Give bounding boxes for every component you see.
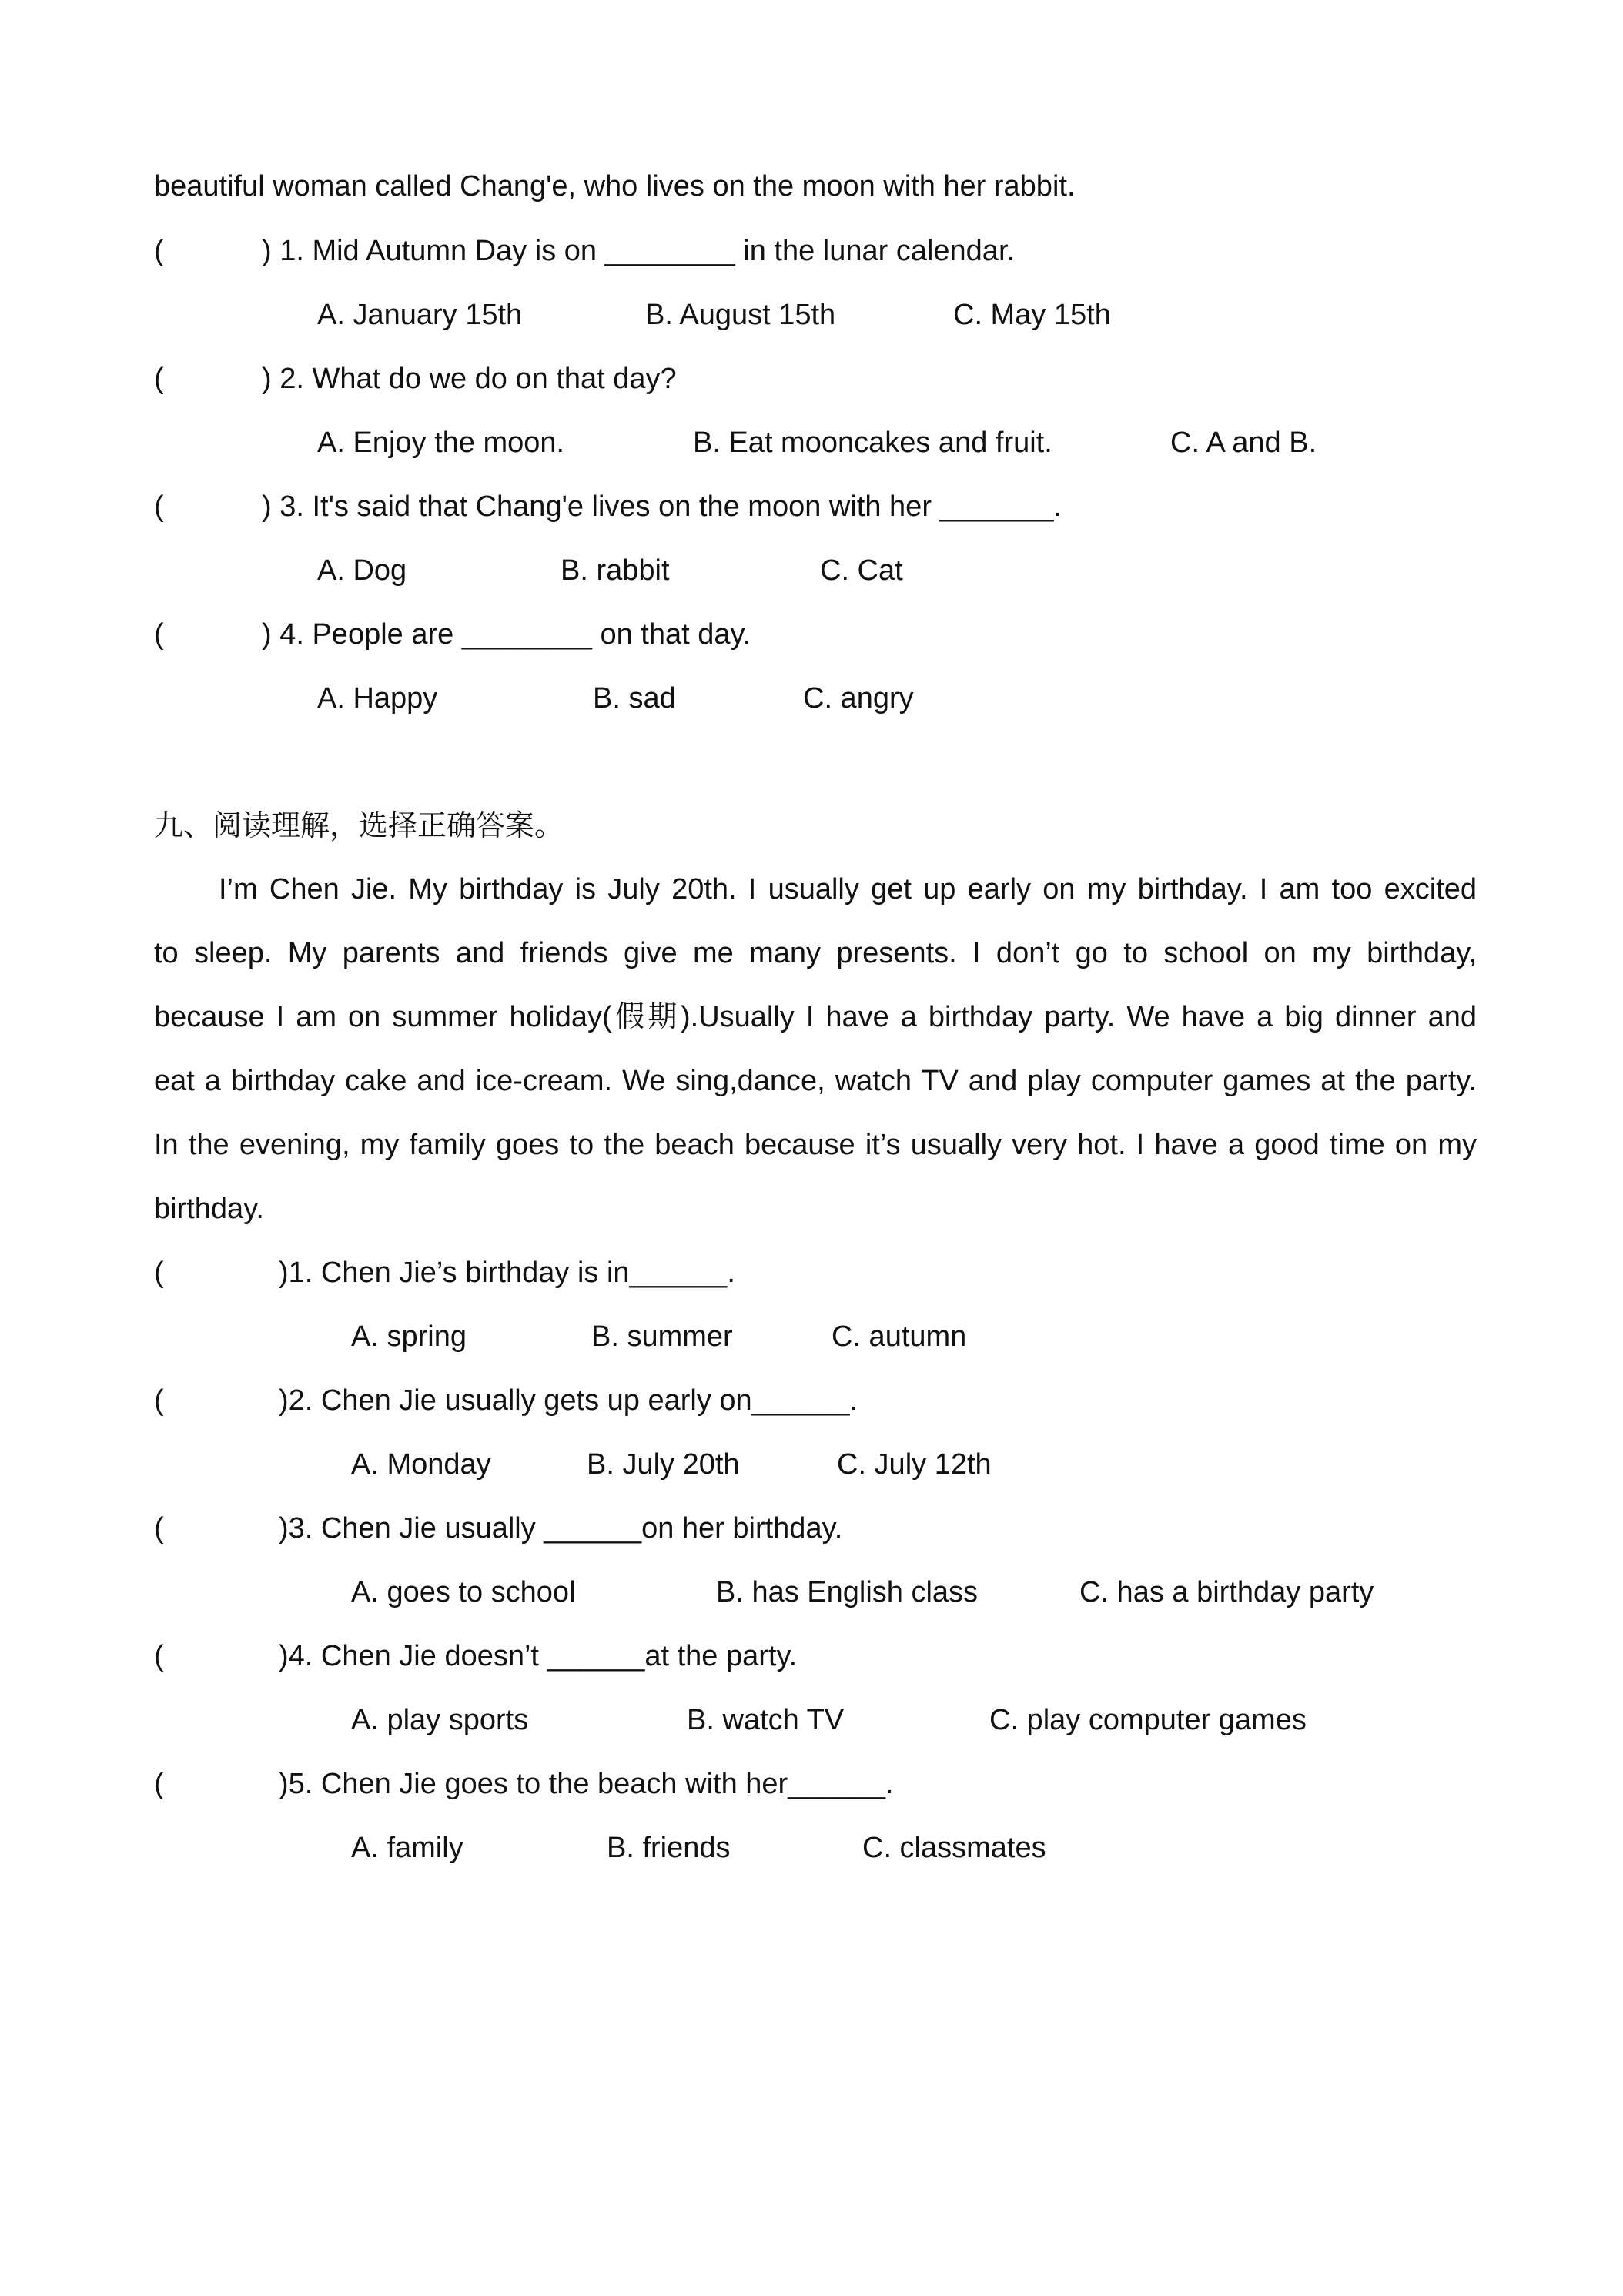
question-text: ) 3. It's said that Chang'e lives on the moon with her _______. (262, 490, 1062, 523)
option-b[interactable]: B. August 15th (645, 299, 836, 331)
answer-blank-paren[interactable]: ( (154, 1512, 164, 1545)
option-a[interactable]: A. family (351, 1832, 463, 1864)
option-a[interactable]: A. Happy (317, 682, 438, 715)
answer-blank-paren[interactable]: ( (154, 1768, 164, 1800)
option-a[interactable]: A. Dog (317, 554, 407, 587)
question-text: ) 4. People are ________ on that day. (262, 618, 751, 651)
option-a[interactable]: A. Enjoy the moon. (317, 427, 565, 459)
option-b[interactable]: B. July 20th (587, 1448, 740, 1481)
option-a[interactable]: A. goes to school (351, 1576, 576, 1608)
question-text: ) 1. Mid Autumn Day is on ________ in the lunar calendar. (262, 235, 1016, 267)
passage-line: eat a birthday cake and ice-cream. We sing,dance, watch TV and play computer games at the party. (154, 1065, 1477, 1097)
answer-blank-paren[interactable]: ( (154, 490, 164, 523)
option-b[interactable]: B. Eat mooncakes and fruit. (693, 427, 1052, 459)
answer-blank-paren[interactable]: ( (154, 235, 164, 267)
option-c[interactable]: C. A and B. (1170, 427, 1317, 459)
option-c[interactable]: C. has a birthday party (1079, 1576, 1374, 1608)
option-c[interactable]: C. autumn (832, 1320, 967, 1353)
question-text: )2. Chen Jie usually gets up early on______. (279, 1384, 858, 1417)
question-text: )4. Chen Jie doesn’t ______at the party. (279, 1640, 798, 1672)
option-c[interactable]: C. classmates (862, 1832, 1046, 1864)
question-text: )5. Chen Jie goes to the beach with her______. (279, 1768, 894, 1800)
section-9-heading: 九、阅读理解，选择正确答案。 (154, 808, 564, 842)
option-a[interactable]: A. spring (351, 1320, 467, 1353)
option-b[interactable]: B. sad (593, 682, 676, 715)
passage-line: In the evening, my family goes to the beach because it’s usually very hot. I have a good time on my (154, 1129, 1477, 1161)
option-b[interactable]: B. rabbit (561, 554, 670, 587)
option-c[interactable]: C. May 15th (953, 299, 1111, 331)
passage-line: I’m Chen Jie. My birthday is July 20th. I usually get up early on my birthday. I am too excited (219, 873, 1477, 905)
option-b[interactable]: B. has English class (716, 1576, 979, 1608)
passage-line: birthday. (154, 1193, 264, 1225)
answer-blank-paren[interactable]: ( (154, 1257, 164, 1289)
answer-blank-paren[interactable]: ( (154, 1640, 164, 1672)
option-b[interactable]: B. friends (607, 1832, 731, 1864)
option-a[interactable]: A. play sports (351, 1704, 529, 1736)
option-b[interactable]: B. watch TV (687, 1704, 845, 1736)
option-a[interactable]: A. January 15th (317, 299, 523, 331)
option-a[interactable]: A. Monday (351, 1448, 491, 1481)
passage-line: because I am on summer holiday(假期).Usually I have a birthday party. We have a big dinner and (154, 1001, 1477, 1033)
question-text: )3. Chen Jie usually ______on her birthday. (279, 1512, 843, 1545)
answer-blank-paren[interactable]: ( (154, 1384, 164, 1417)
option-c[interactable]: C. play computer games (989, 1704, 1307, 1736)
answer-blank-paren[interactable]: ( (154, 618, 164, 651)
option-c[interactable]: C. July 12th (837, 1448, 992, 1481)
question-text: )1. Chen Jie’s birthday is in______. (279, 1257, 735, 1289)
option-b[interactable]: B. summer (591, 1320, 733, 1353)
question-text: ) 2. What do we do on that day? (262, 363, 677, 395)
passage-1-last-line: beautiful woman called Chang'e, who lives on the moon with her rabbit. (154, 170, 1076, 202)
option-c[interactable]: C. Cat (820, 554, 903, 587)
passage-line: to sleep. My parents and friends give me many presents. I don’t go to school on my birthday, (154, 937, 1477, 969)
answer-blank-paren[interactable]: ( (154, 363, 164, 395)
option-c[interactable]: C. angry (803, 682, 914, 715)
